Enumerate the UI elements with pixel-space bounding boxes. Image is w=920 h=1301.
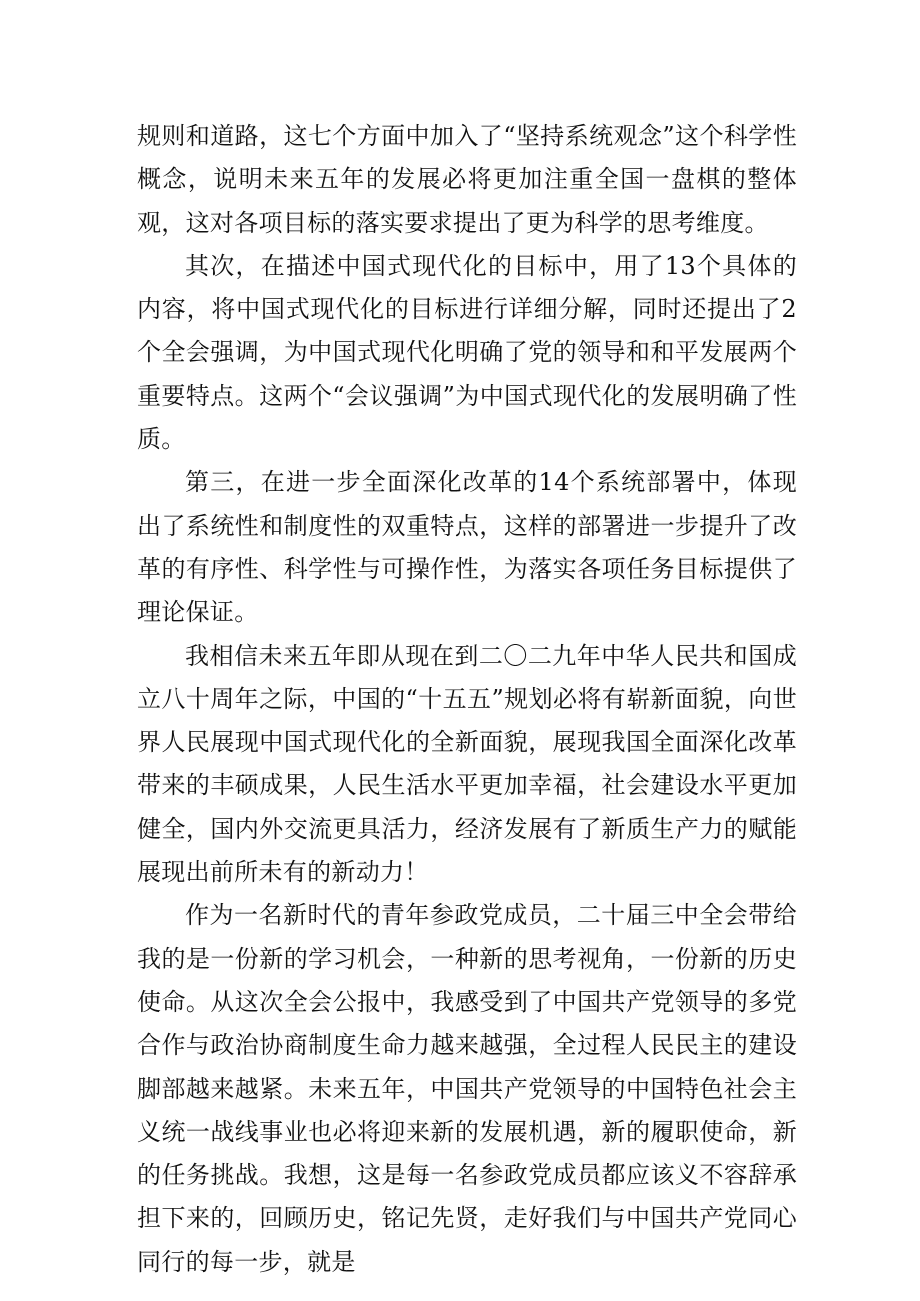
paragraph-second-point: 其次，在描述中国式现代化的目标中，用了13个具体的内容，将中国式现代化的目标进行详细分解，同时还提出了2个全会强调，为中国式现代化明确了党的领导和和平发展两个重要特点。这两个“会议强调”为中国式现代化的发展明确了性质。 [137,251,797,454]
paragraph-continuation: 规则和道路，这七个方面中加入了“坚持系统观念”这个科学性概念，说明未来五年的发展必将更加注重全国一盘棋的整体观，这对各项目标的落实要求提出了更为科学的思考维度。 [137,122,797,237]
document-body [137,115,797,1284]
paragraph-third-point: 第三，在进一步全面深化改革的14个系统部署中，体现出了系统性和制度性的双重特点，这样的部署进一步提升了改革的有序性、科学性与可操作性，为落实各项任务目标提供了理论保证。 [137,468,797,627]
paragraph-personal-reflection: 作为一名新时代的青年参政党成员，二十届三中全会带给我的是一份新的学习机会，一种新的思考视角，一份新的历史使命。从这次全会公报中，我感受到了中国共产党领导的多党合作与政治协商制度生命力越来越强，全过程人民民主的建设脚部越来越紧。未来五年，中国共产党领导的中国特色社会主义统一战线事业也必将迎来新的发展机遇，新的履职使命，新的任务挑战。我想，这是每一名参政党成员都应该义不容辞承担下来的，回顾历史，铭记先贤，走好我们与中国共产党同心同行的每一步，就是 [137,901,797,1276]
paragraph-outlook: 我相信未来五年即从现在到二〇二九年中华人民共和国成立八十周年之际，中国的“十五五”规划必将有崭新面貌，向世界人民展现中国式现代化的全新面貌，展现我国全面深化改革带来的丰硕成果，人民生活水平更加幸福，社会建设水平更加健全，国内外交流更具活力，经济发展有了新质生产力的赋能展现出前所未有的新动力！ [137,641,797,887]
